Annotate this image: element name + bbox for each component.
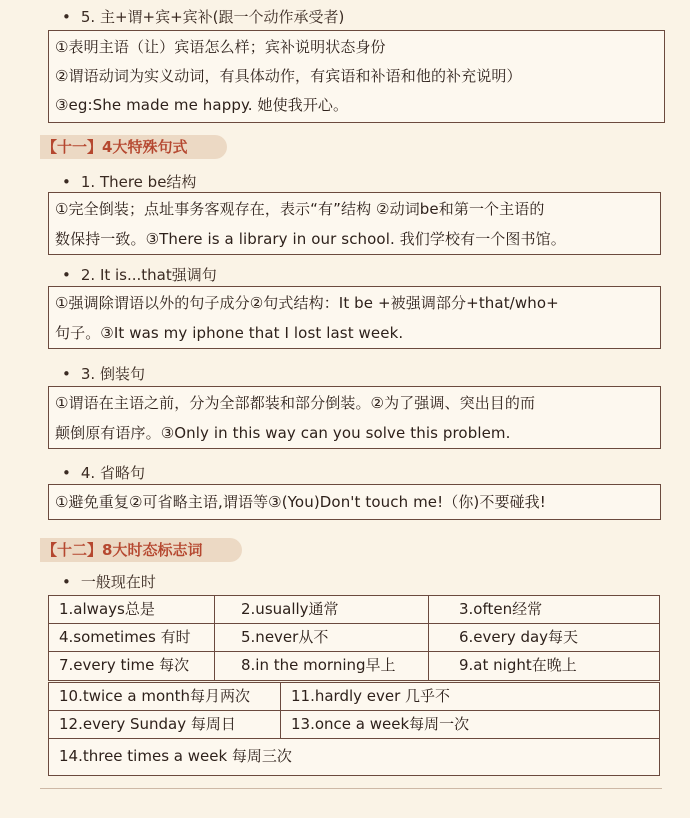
- s12-1-heading: • 一般现在时: [62, 573, 156, 591]
- s11-1-line-2: 数保持一致。③There is a library in our school. 我们学校有一个图书馆。: [55, 230, 566, 248]
- table-cell: 4.sometimes 有时: [48, 623, 216, 653]
- table-cell: 10.twice a month每月两次: [48, 682, 282, 712]
- table-cell: 2.usually通常: [214, 595, 430, 625]
- s11-2-heading: • 2. It is...that强调句: [62, 266, 217, 284]
- table-cell: 13.once a week每周一次: [280, 710, 660, 740]
- sec5-heading: • 5. 主+谓+宾+宾补(跟一个动作承受者): [62, 8, 345, 26]
- bullet-icon: •: [62, 573, 71, 591]
- table-cell: 9.at night在晚上: [428, 651, 660, 681]
- sec5-line-2: ②谓语动词为实义动词，有具体动作，有宾语和补语和他的补充说明）: [55, 67, 522, 85]
- bullet-icon: •: [62, 266, 71, 284]
- s11-3-heading: • 3. 倒装句: [62, 365, 145, 383]
- table-cell: 8.in the morning早上: [214, 651, 430, 681]
- table-cell: 3.often经常: [428, 595, 660, 625]
- s11-3-line-1: ①谓语在主语之前，分为全部都装和部分倒装。②为了强调、突出目的而: [55, 394, 536, 412]
- bullet-icon: •: [62, 365, 71, 383]
- s11-2-line-1: ①强调除谓语以外的句子成分②句式结构：It be +被强调部分+that/who+: [55, 294, 559, 312]
- bullet-icon: •: [62, 464, 71, 482]
- bullet-icon: •: [62, 173, 71, 191]
- s11-2-line-2: 句子。③It was my iphone that I lost last week.: [55, 324, 404, 342]
- sec5-line-3: ③eg:She made me happy. 她使我开心。: [55, 96, 349, 114]
- table-cell: 5.never从不: [214, 623, 430, 653]
- table-cell: 6.every day每天: [428, 623, 660, 653]
- table-cell: 14.three times a week 每周三次: [48, 738, 660, 776]
- s11-1-heading: • 1. There be结构: [62, 173, 197, 191]
- table-cell: 7.every time 每次: [48, 651, 216, 681]
- s11-1-line-1: ①完全倒装；点址事务客观存在，表示“有”结构 ②动词be和第一个主语的: [55, 200, 545, 218]
- bullet-icon: •: [62, 8, 71, 26]
- table-cell: 1.always总是: [48, 595, 216, 625]
- section-11-title: 【十一】4大特殊句式: [40, 135, 227, 159]
- s11-4-line-1: ①避免重复②可省略主语,谓语等③(You)Don't touch me!（你)不要碰我!: [55, 493, 546, 511]
- table-cell: 11.hardly ever 几乎不: [280, 682, 660, 712]
- s11-4-heading: • 4. 省略句: [62, 464, 145, 482]
- sec5-line-1: ①表明主语（让）宾语怎么样；宾补说明状态身份: [55, 38, 386, 56]
- table-cell: 12.every Sunday 每周日: [48, 710, 282, 740]
- section-12-title: 【十二】8大时态标志词: [40, 538, 242, 562]
- divider: [40, 788, 662, 789]
- s11-3-line-2: 颠倒原有语序。③Only in this way can you solve this problem.: [55, 424, 511, 442]
